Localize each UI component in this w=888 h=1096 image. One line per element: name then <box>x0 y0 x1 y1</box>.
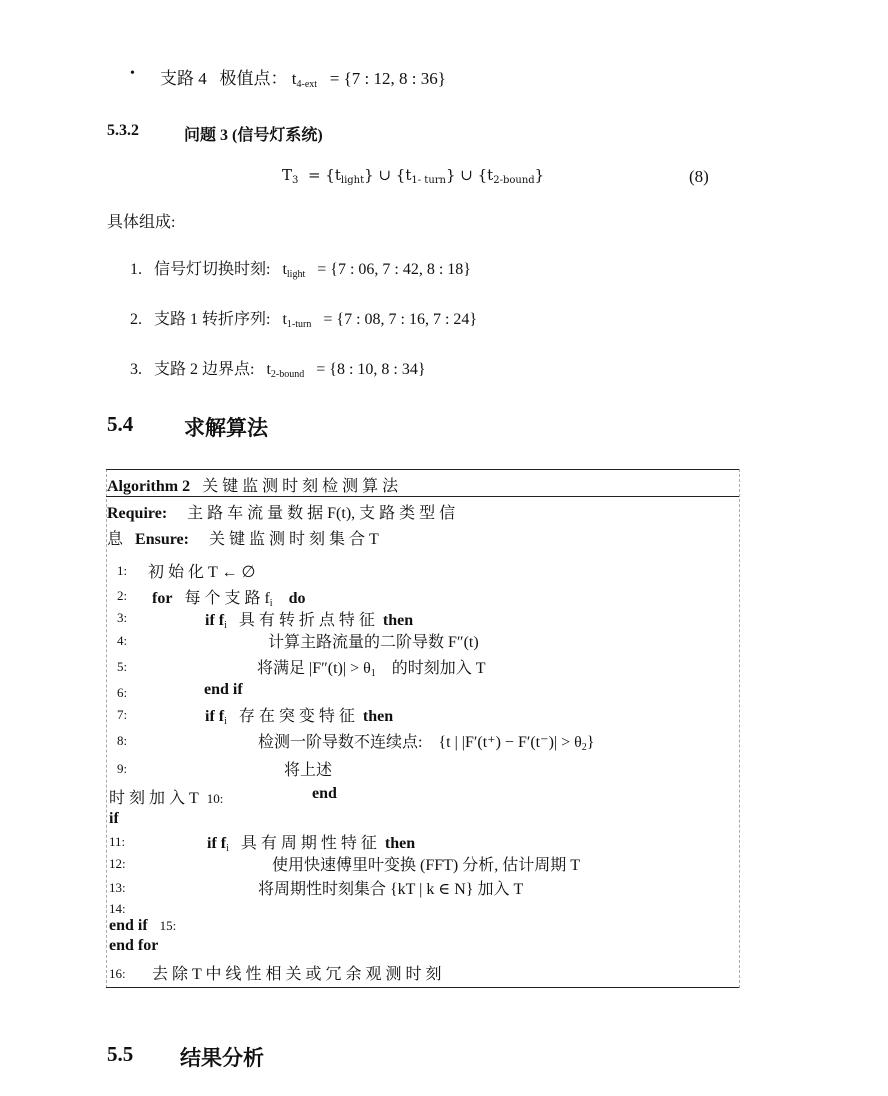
line-number: 8: <box>117 733 128 748</box>
section-55-number: 5.5 <box>107 1042 134 1066</box>
algo-line-1: 初 始 化 T ← ∅ <box>148 564 256 581</box>
algo-ensure <box>107 526 379 549</box>
equation-8 <box>282 166 544 186</box>
bullet-value: = {7 : 12, 8 : 36} <box>329 69 446 88</box>
eq-part2-sub: 1- turn <box>411 175 446 186</box>
line-number: 11: <box>109 834 126 849</box>
kw-then: then <box>382 612 414 629</box>
algo-header-rule <box>106 496 739 497</box>
algo-line-9-cont <box>109 785 223 808</box>
ensure-keyword: Ensure: <box>135 531 189 548</box>
algo-line-3 <box>205 607 413 631</box>
list-item <box>130 356 426 380</box>
item-var: t <box>282 311 287 328</box>
section-54-title: 求解算法 <box>184 416 268 440</box>
item-value: = {7 : 08, 7 : 16, 7 : 24} <box>323 311 478 328</box>
line8-math: {t | |F′(t⁺) − F′(t⁻)| > θ <box>438 734 582 751</box>
line7-sub: i <box>224 716 227 727</box>
line-number: 14: <box>109 901 126 916</box>
line7-text: 存 在 突 变 特 征 <box>238 708 355 725</box>
item-num: 3. <box>130 361 142 378</box>
algo-line-7 <box>205 703 393 727</box>
item-value: = {7 : 06, 7 : 42, 8 : 18} <box>317 261 471 278</box>
composition-intro: 具体组成: <box>107 214 176 231</box>
algo-line-13: 将周期性时刻集合 {kT | k ∈ N} 加入 T <box>258 881 524 898</box>
eq-close: } <box>534 166 545 184</box>
line8-text: 检测一阶导数不连续点: <box>258 734 423 751</box>
algo-line-8 <box>258 729 594 753</box>
bullet: • <box>130 66 135 81</box>
kw-then: then <box>384 835 416 852</box>
algo-line-14 <box>109 917 176 935</box>
item-label: 支路 2 边界点: <box>154 361 255 378</box>
line2-sub: i <box>269 598 273 609</box>
line3-sub: i <box>224 620 227 631</box>
line5-sub: 1 <box>370 668 376 679</box>
list-item <box>130 256 471 280</box>
item-var: t <box>266 361 271 378</box>
kw-end: end <box>312 785 337 802</box>
eq-lhs-sub: 3 <box>292 175 299 186</box>
kw-do: do <box>288 590 306 607</box>
algo-label: Algorithm 2 <box>107 478 191 495</box>
item-var-sub: 1-turn <box>286 319 312 330</box>
section-532-title: 问题 3 (信号灯系统) <box>184 127 323 144</box>
line-number: 10: <box>206 791 224 806</box>
item-var-sub: 2-bound <box>270 369 305 380</box>
bullet-var: t <box>291 69 297 88</box>
line11-sub: i <box>226 843 229 854</box>
item-var: t <box>282 261 287 278</box>
require-text: 主 路 车 流 量 数 据 F(t), 支 路 类 型 信 <box>187 505 456 522</box>
algo-line-12: 使用快速傅里叶变换 (FFT) 分析, 估计周期 T <box>272 857 581 874</box>
require-cont: 息 <box>107 531 124 548</box>
algo-header <box>107 473 398 496</box>
kw-end-for: end for <box>109 937 159 954</box>
line-number: 1: <box>117 563 128 578</box>
require-keyword: Require: <box>107 505 168 522</box>
eq-sign: = <box>307 166 321 184</box>
algo-line-11 <box>207 830 415 854</box>
item-value: = {8 : 10, 8 : 34} <box>316 361 426 378</box>
line5-tail: 的时刻加入 T <box>391 660 486 677</box>
kw-end-if: end if <box>109 917 148 934</box>
bullet-item <box>160 64 446 90</box>
item-num: 2. <box>130 311 142 328</box>
kw-then: then <box>362 708 394 725</box>
line-number: 9: <box>117 761 128 776</box>
kw-for: for <box>152 590 173 607</box>
eq-union1: } ∪ {t <box>364 166 412 184</box>
algo-title: 关 键 监 测 时 刻 检 测 算 法 <box>202 478 399 495</box>
kw-if: if f <box>207 835 227 852</box>
list-item <box>130 306 477 330</box>
bullet-desc: 极值点： <box>219 69 288 88</box>
line-number: 13: <box>109 880 126 895</box>
line9-cont: 时 刻 加 入 T <box>109 790 199 807</box>
line11-text: 具 有 周 期 性 特 征 <box>240 835 377 852</box>
line5-text: 将满足 |F″(t)| > θ <box>257 660 371 677</box>
line8-sub: 2 <box>581 742 587 753</box>
bullet-label: 支路 4 <box>160 69 207 88</box>
algo-bottom-rule <box>106 987 739 988</box>
kw-end-if: end if <box>204 681 243 698</box>
line-number: 15: <box>159 918 177 933</box>
section-55-title: 结果分析 <box>180 1046 264 1070</box>
item-var-sub: light <box>286 269 306 280</box>
algo-line-2 <box>152 585 305 609</box>
algo-top-rule <box>106 469 739 470</box>
line-number: 3: <box>117 610 128 625</box>
item-label: 支路 1 转折序列: <box>154 311 271 328</box>
kw-if: if f <box>205 708 225 725</box>
algo-require <box>107 500 455 523</box>
section-54-number: 5.4 <box>107 412 134 436</box>
algo-line-16: 去 除 T 中 线 性 相 关 或 冗 余 观 测 时 刻 <box>152 966 442 983</box>
line-number: 2: <box>117 588 128 603</box>
kw-if: if f <box>205 612 225 629</box>
section-532-number: 5.3.2 <box>107 122 139 139</box>
line-number: 7: <box>117 707 128 722</box>
item-num: 1. <box>130 261 142 278</box>
item-label: 信号灯切换时刻: <box>154 261 271 278</box>
line2-text: 每 个 支 路 f <box>184 590 270 607</box>
eq-part1-sub: light <box>340 175 365 186</box>
equation-number: (8) <box>689 167 709 186</box>
eq-part3-sub: 2-bound <box>493 175 535 186</box>
line-number: 5: <box>117 659 128 674</box>
line3-text: 具 有 转 折 点 特 征 <box>238 612 375 629</box>
eq-lhs: T <box>282 166 293 184</box>
ensure-text: 关 键 监 测 时 刻 集 合 T <box>208 531 379 548</box>
eq-union2: } ∪ {t <box>445 166 494 184</box>
line-number: 6: <box>117 685 128 700</box>
algo-line-4: 计算主路流量的二阶导数 F″(t) <box>268 634 479 651</box>
kw-if: if <box>109 810 119 827</box>
bullet-var-sub: 4-ext <box>296 79 318 90</box>
algo-line-9: 将上述 <box>284 762 333 779</box>
line-number: 4: <box>117 633 128 648</box>
algo-line-5 <box>257 655 486 679</box>
eq-part1: {t <box>325 166 341 184</box>
line-number: 16: <box>109 966 126 981</box>
line8-close: } <box>586 734 595 751</box>
line-number: 12: <box>109 856 126 871</box>
